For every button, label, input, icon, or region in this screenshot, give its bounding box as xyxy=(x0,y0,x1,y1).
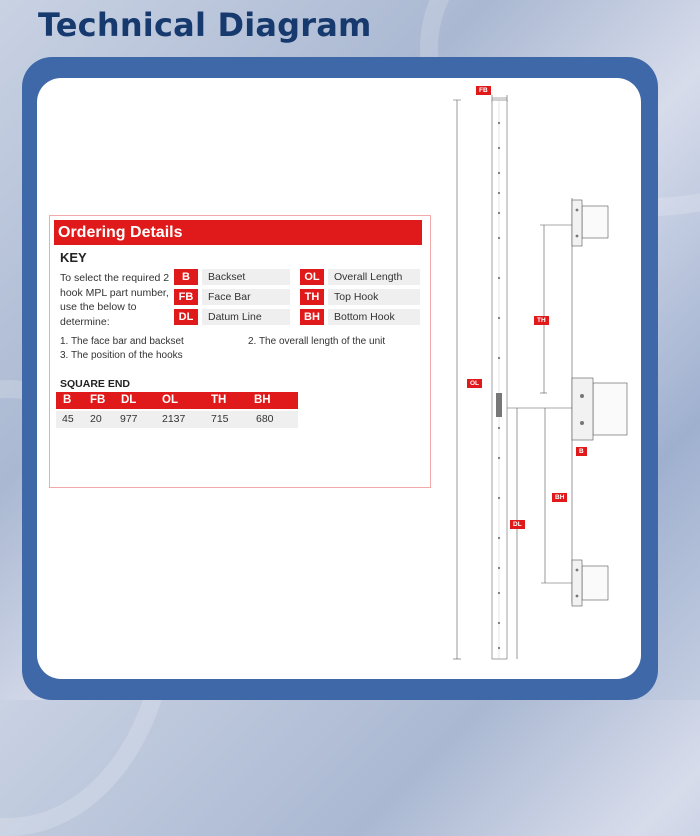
screw-hole xyxy=(498,172,500,174)
plate-screw xyxy=(580,421,584,425)
latch-opening xyxy=(496,393,502,417)
table-cell: 45 xyxy=(62,413,74,425)
column-header: BH xyxy=(254,394,271,406)
table-cell: 977 xyxy=(120,413,138,425)
plate-screw xyxy=(576,235,579,238)
screw-hole xyxy=(498,357,500,359)
key-code: B xyxy=(174,269,198,285)
centre-lock-plate xyxy=(572,378,593,440)
screw-hole xyxy=(498,427,500,429)
key-label: Datum Line xyxy=(202,309,290,325)
label-th: TH xyxy=(534,316,549,325)
screw-hole xyxy=(498,147,500,149)
label-b: B xyxy=(576,447,587,456)
label-bh: BH xyxy=(552,493,567,502)
screw-hole xyxy=(498,592,500,594)
screw-hole xyxy=(498,192,500,194)
screw-hole xyxy=(498,457,500,459)
plate-screw xyxy=(576,209,579,212)
screw-hole xyxy=(498,212,500,214)
content-card xyxy=(37,78,641,679)
label-ol: OL xyxy=(467,379,482,388)
table-cell: 715 xyxy=(211,413,229,425)
bottom-hook-keep xyxy=(582,566,608,600)
screw-hole xyxy=(498,567,500,569)
screw-hole xyxy=(498,237,500,239)
label-fb: FB xyxy=(476,86,491,95)
column-header: TH xyxy=(211,394,227,406)
key-label: Top Hook xyxy=(328,289,420,305)
top-hook-plate xyxy=(572,200,582,246)
key-label: Face Bar xyxy=(202,289,290,305)
centre-lock-case xyxy=(593,383,627,435)
top-hook-keep xyxy=(582,206,608,238)
key-intro-text: To select the required 2 hook MPL part number, use the below to determine: xyxy=(60,272,170,328)
lock-technical-drawing xyxy=(37,78,641,679)
key-code: DL xyxy=(174,309,198,325)
note-3: 3. The position of the hooks xyxy=(60,350,183,361)
table-cell: 680 xyxy=(256,413,274,425)
face-bar xyxy=(492,100,507,659)
screw-hole xyxy=(498,122,500,124)
ordering-details-title: Ordering Details xyxy=(54,220,422,245)
column-header: OL xyxy=(162,394,178,406)
screw-hole xyxy=(498,647,500,649)
key-label: Backset xyxy=(202,269,290,285)
key-label: Overall Length xyxy=(328,269,420,285)
plate-screw xyxy=(580,394,584,398)
column-header: B xyxy=(63,394,72,406)
key-label: Bottom Hook xyxy=(328,309,420,325)
key-code: BH xyxy=(300,309,324,325)
key-code: OL xyxy=(300,269,324,285)
column-header: DL xyxy=(121,394,137,406)
note-1: 1. The face bar and backset xyxy=(60,336,184,347)
key-heading: KEY xyxy=(60,250,87,265)
column-header: FB xyxy=(90,394,106,406)
screw-hole xyxy=(498,497,500,499)
screw-hole xyxy=(498,537,500,539)
key-code: FB xyxy=(174,289,198,305)
screw-hole xyxy=(498,277,500,279)
square-end-heading: SQUARE END xyxy=(60,378,131,390)
note-2: 2. The overall length of the unit xyxy=(248,336,386,347)
key-code: TH xyxy=(300,289,324,305)
table-cell: 2137 xyxy=(162,413,186,425)
plate-screw xyxy=(576,569,579,572)
screw-hole xyxy=(498,622,500,624)
screw-hole xyxy=(498,317,500,319)
page-title: Technical Diagram xyxy=(38,6,372,44)
plate-screw xyxy=(576,595,579,598)
table-cell: 20 xyxy=(90,413,102,425)
bottom-hook-plate xyxy=(572,560,582,606)
label-dl: DL xyxy=(510,520,525,529)
